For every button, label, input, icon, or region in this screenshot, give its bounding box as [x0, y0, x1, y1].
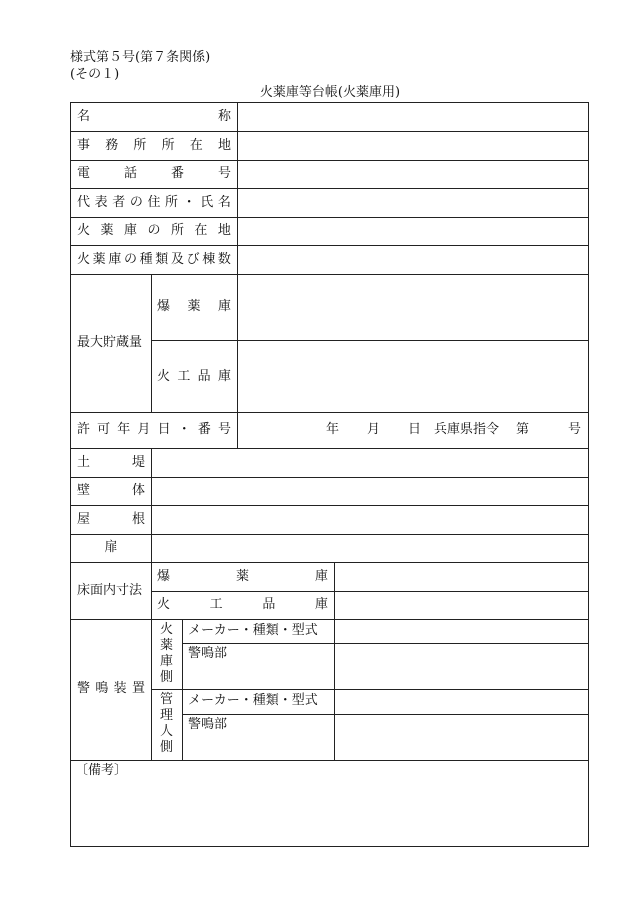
- label-maker-type-model-manager: メーカー・種類・型式: [188, 693, 318, 708]
- label-floor-fireworks: 火 工 品 庫: [157, 597, 328, 612]
- label-name: 名 称: [77, 109, 231, 124]
- permit-authority: 兵庫県指令: [434, 422, 500, 437]
- label-storage-explosives: 爆 薬 庫: [157, 299, 231, 314]
- label-storage-fireworks: 火 工 品 庫: [157, 369, 231, 384]
- label-alarm-unit-magazine: 警鳴部: [188, 646, 228, 661]
- label-floor-dimensions: 床面内寸法: [77, 583, 143, 598]
- permit-year-label: 年: [326, 422, 340, 437]
- label-embankment: 土 堤: [77, 455, 145, 470]
- permit-month-label: 月: [367, 422, 381, 437]
- form-part: (その１): [70, 67, 120, 82]
- form-number: 様式第５号(第７条関係): [70, 50, 211, 65]
- label-permit-date-number: 許 可 年 月 日 ・ 番 号: [77, 422, 231, 437]
- label-maker-type-model-magazine: メーカー・種類・型式: [188, 623, 318, 638]
- label-magazine-location: 火 薬 庫 の 所 在 地: [77, 223, 231, 238]
- label-phone-number: 電 話 番 号: [77, 166, 231, 181]
- label-floor-explosives: 爆 薬 庫: [157, 569, 328, 584]
- label-manager-side: 管 理 人 側: [159, 692, 173, 755]
- permit-go-label: 号: [568, 422, 582, 437]
- label-alarm-unit-manager: 警鳴部: [188, 717, 228, 732]
- label-roof: 屋 根: [77, 512, 145, 527]
- label-magazine-type-count: 火 薬 庫 の 種 類 及 び 棟 数: [77, 252, 231, 267]
- label-representative: 代 表 者 の 住 所 ・ 氏 名: [77, 195, 231, 210]
- label-max-storage: 最大貯蔵量: [77, 335, 143, 350]
- ledger-form: [70, 102, 589, 847]
- label-alarm-device: 警 鳴 装 置: [77, 681, 145, 696]
- permit-day-label: 日: [408, 422, 422, 437]
- label-office-address: 事 務 所 所 在 地: [77, 138, 231, 153]
- label-wall: 壁 体: [77, 483, 145, 498]
- page-title: 火薬庫等台帳(火薬庫用): [259, 85, 401, 100]
- permit-dai-label: 第: [516, 422, 530, 437]
- label-remarks: 〔備考〕: [75, 763, 128, 778]
- label-magazine-side: 火 薬 庫 側: [159, 622, 173, 685]
- label-door: 扉: [104, 540, 118, 555]
